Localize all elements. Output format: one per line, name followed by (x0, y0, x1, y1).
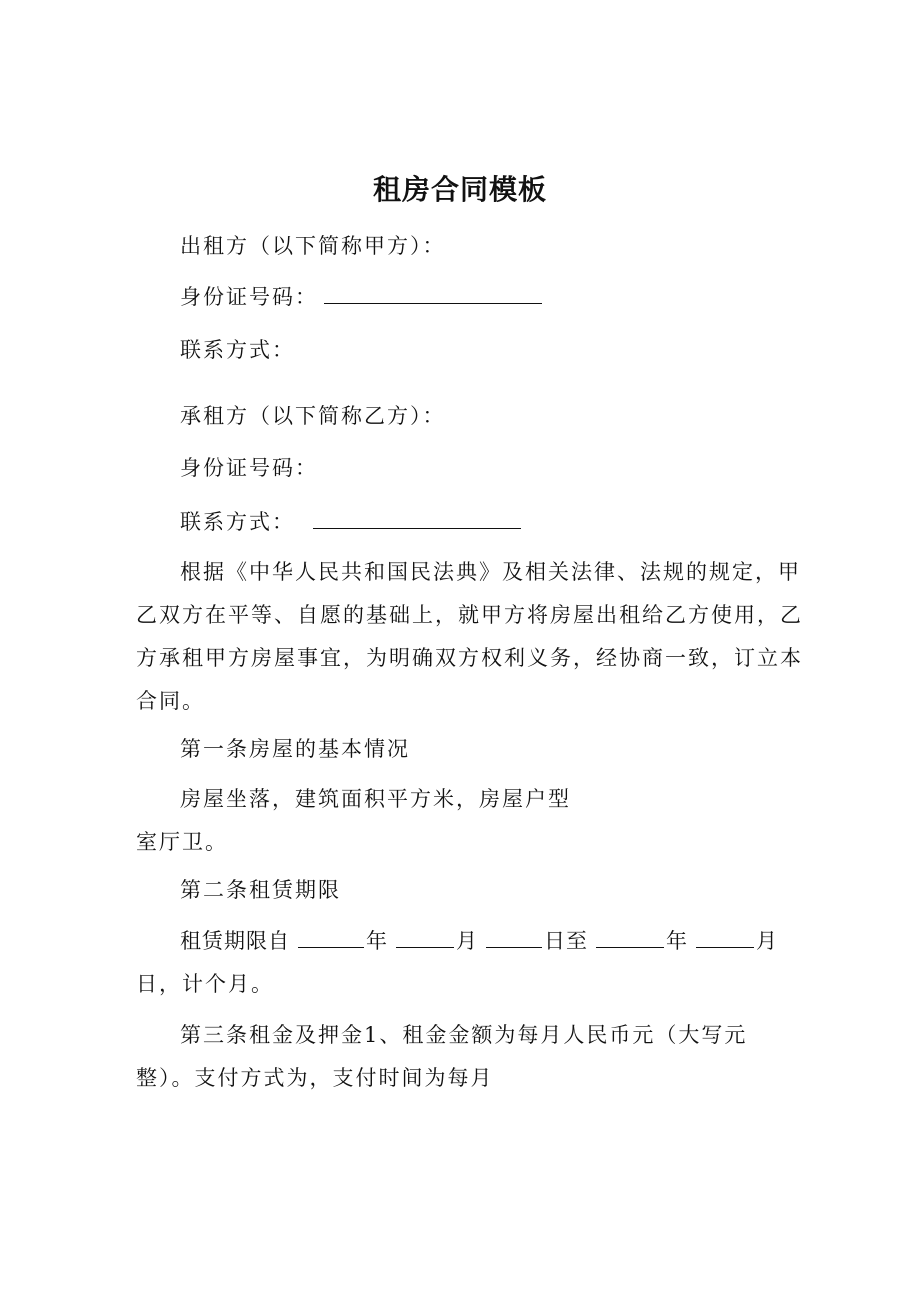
start-day-blank (486, 927, 542, 948)
party-b-id-label: 身份证号码： (180, 456, 318, 480)
article2-heading: 第二条租赁期限 (180, 878, 341, 902)
party-b-contact-blank (313, 508, 521, 529)
term-year1: 年 (366, 929, 388, 953)
party-a-id-label: 身份证号码： (180, 285, 318, 309)
term-month1: 月 (456, 929, 478, 953)
preamble-paragraph: 根据《中华人民共和国民法典》及相关法律、法规的规定，甲乙双方在平等、自愿的基础上，就甲方将房屋出租给乙方使用，乙方承租甲方房屋事宜，为明确双方权利义务，经协商一致，订立本合同。 (136, 560, 803, 713)
end-year-blank (596, 927, 664, 948)
end-month-blank (696, 927, 754, 948)
party-a-id-row (180, 281, 542, 313)
article3-body: 第三条租金及押金1、租金金额为每月人民币元（大写元整）。支付方式为，支付时间为每月 (136, 1023, 748, 1090)
article2-tail: 日，计个月。 (136, 972, 274, 996)
article2-term-row (180, 925, 778, 957)
party-b-contact-row (180, 506, 521, 538)
party-a-heading: 出租方（以下简称甲方）： (180, 234, 446, 258)
article1-body: 房屋坐落，建筑面积平方米，房屋户型室厅卫。 (136, 787, 571, 854)
term-year2: 年 (666, 929, 688, 953)
start-year-blank (298, 927, 364, 948)
party-a-contact-label: 联系方式： (180, 338, 295, 362)
party-a-id-blank (324, 283, 542, 304)
term-month2: 月 (756, 929, 778, 953)
start-month-blank (396, 927, 454, 948)
party-b-contact-label: 联系方式： (180, 510, 295, 534)
article1-heading: 第一条房屋的基本情况 (180, 737, 410, 761)
document-title: 租房合同模板 (372, 173, 547, 206)
term-prefix: 租赁期限自 (180, 929, 290, 953)
party-b-heading: 承租方（以下简称乙方）： (180, 404, 446, 428)
term-day-to: 日至 (544, 929, 588, 953)
